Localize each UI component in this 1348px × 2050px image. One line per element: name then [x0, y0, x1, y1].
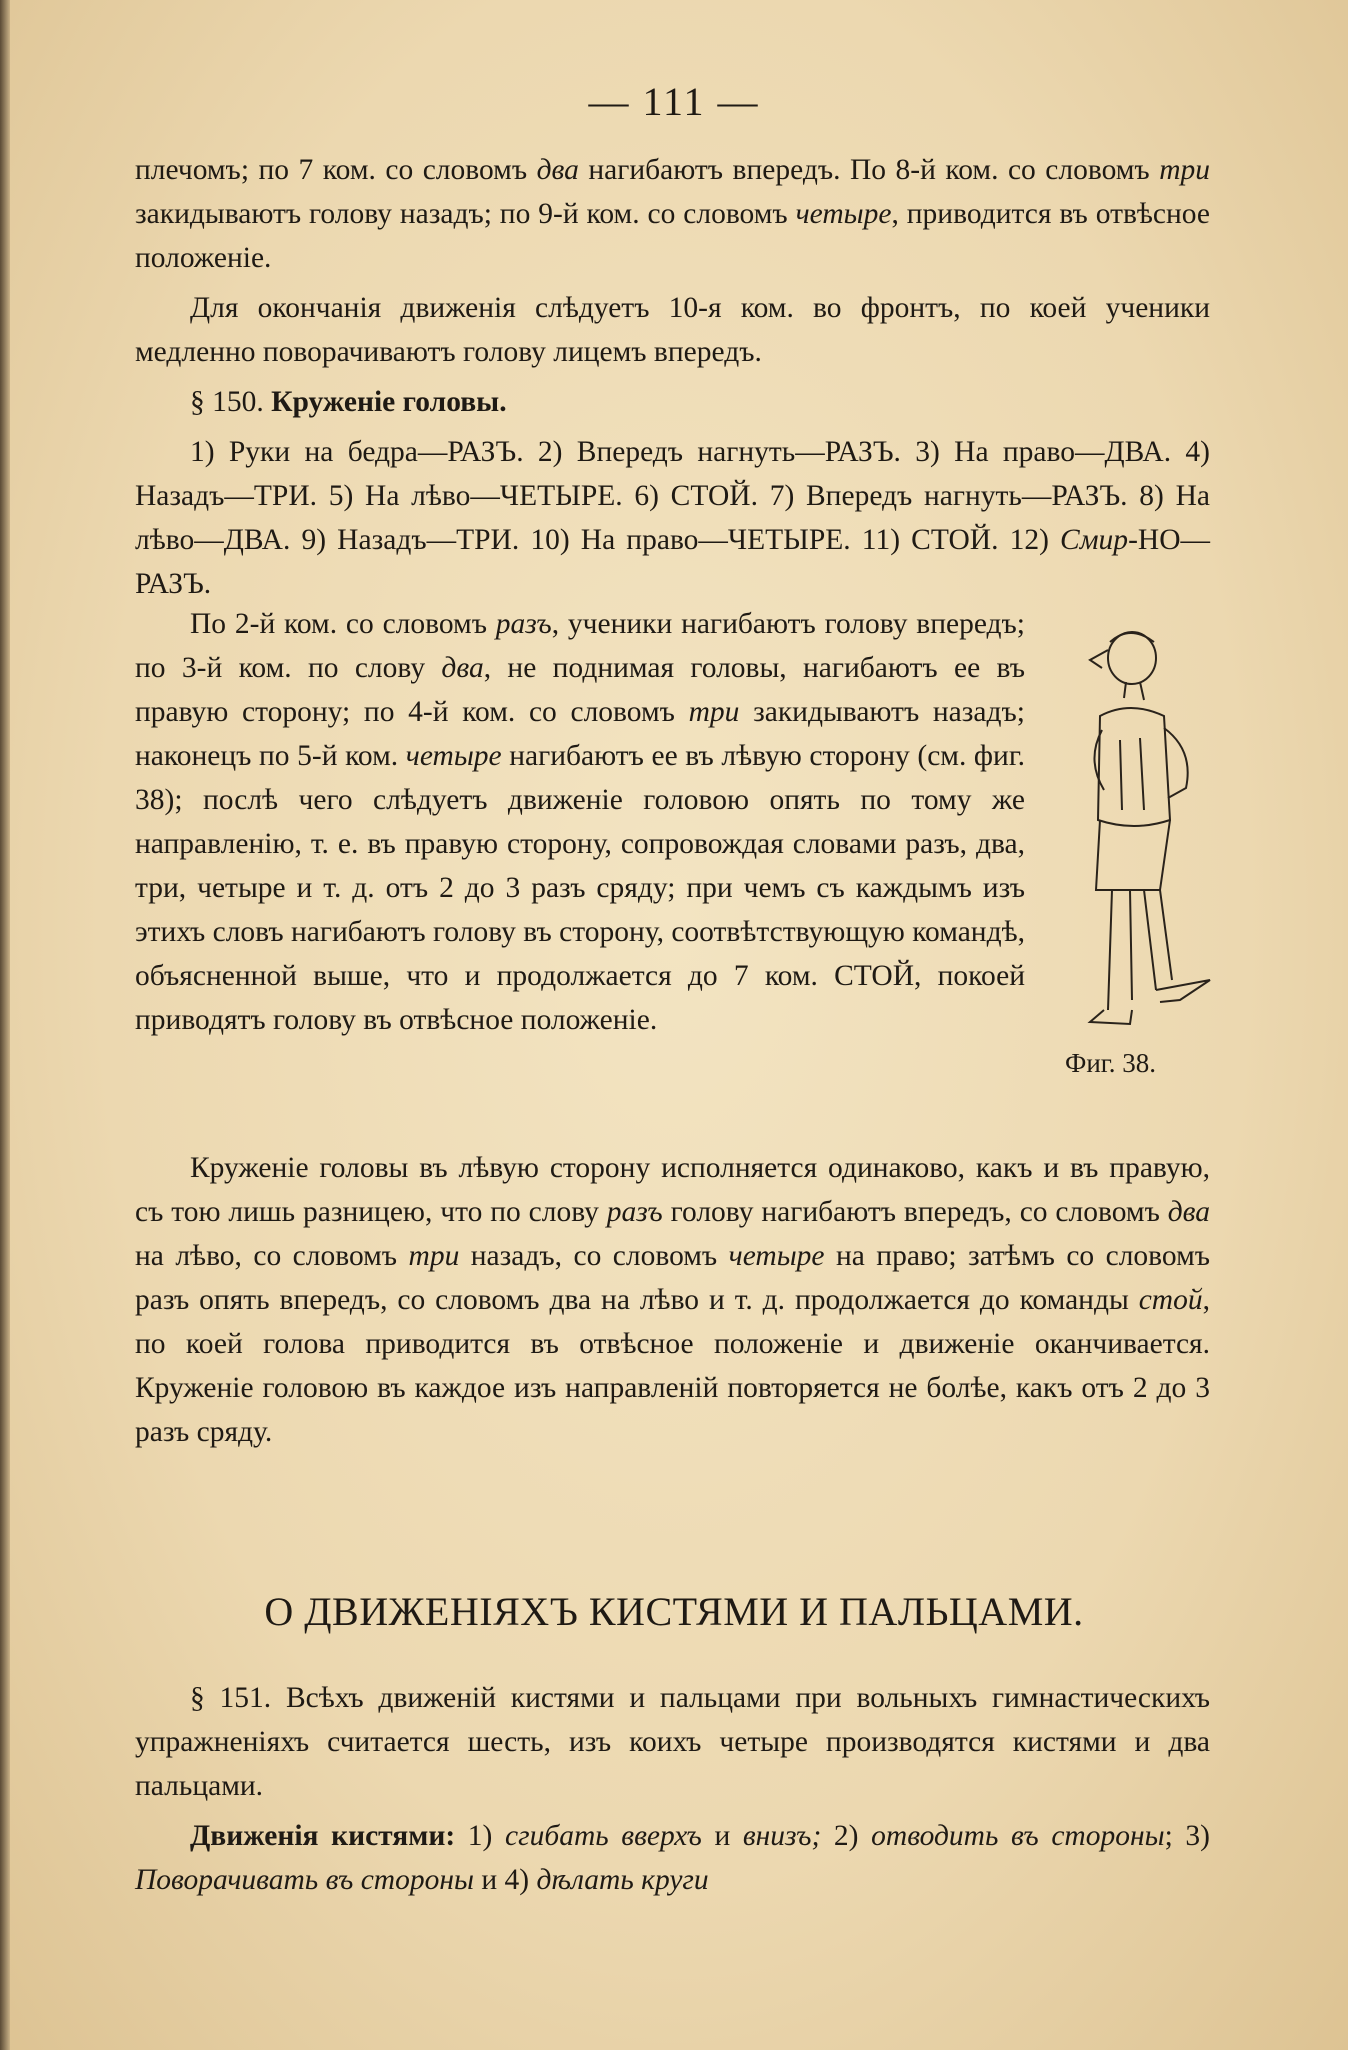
- paragraph-end-movement: Для окончанія движенія слѣдуетъ 10-я ком. во фронтъ, по коей ученики медленно поворачиваютъ голову лицемъ впередъ.: [135, 292, 1210, 368]
- paragraph-section-151: § 151. Всѣхъ движеній кистями и пальцами при вольныхъ гимнастическихъ упражненіяхъ считается шесть, изъ коихъ четыре производятся кистями и два пальцами.: [135, 1682, 1210, 1802]
- text-block-wrapped: [135, 602, 1025, 1048]
- text-block-middle: [135, 1146, 1210, 1460]
- paragraph-continuation: плечомъ; по 7 ком. со словомъ два нагибаютъ впередъ. По 8-й ком. со словомъ три закидываютъ голову назадъ; по 9-й ком. со словомъ четыре, приводится въ отвѣсное положеніе.: [135, 154, 1210, 274]
- text-block-bottom: [135, 1676, 1210, 1908]
- section-heading-150: § 150. Круженіе головы.: [190, 386, 507, 418]
- paragraph-left-circle: Круженіе головы въ лѣвую сторону исполняется одинаково, какъ и въ правую, съ тою лишь разницею, что по слову разъ голову нагибаютъ впередъ, со словомъ два на лѣво, со словомъ три назадъ, со словомъ четыре на право; затѣмъ со словомъ разъ опять впередъ, со словомъ два на лѣво и т. д. продолжается до команды стой, по коей голова приводится въ отвѣсное положеніе и движеніе оканчивается. Круженіе головою въ каждое изъ направленій повторяется не болѣе, какъ отъ 2 до 3 разъ сряду.: [135, 1152, 1211, 1448]
- chapter-heading: О ДВИЖЕНІЯХЪ КИСТЯМИ И ПАЛЬЦАМИ.: [264, 1589, 1084, 1634]
- paragraph-commands: 1) Руки на бедра—РАЗЪ. 2) Впередъ нагнуть—РАЗЪ. 3) На право—ДВА. 4) Назадъ—ТРИ. 5) На лѣво—ЧЕТЫРЕ. 6) СТОЙ. 7) Впередъ нагнуть—РАЗЪ. 8) На лѣво—ДВА. 9) Назадъ—ТРИ. 10) На право—ЧЕТЫРЕ. 11) СТОЙ. 12) Смир-НО—РАЗЪ.: [135, 436, 1210, 600]
- paragraph-wrist-movements: Движенія кистями: 1) сгибать вверхъ и внизъ; 2) отводить въ стороны; 3) Поворачивать въ стороны и 4) дѣлать круги: [135, 1820, 1210, 1896]
- page-number: — 111 —: [588, 79, 760, 124]
- figure-caption: Фиг. 38.: [1065, 1048, 1157, 1078]
- text-block-top: [135, 148, 1210, 612]
- paragraph-description: По 2-й ком. со словомъ разъ, ученики нагибаютъ голову впередъ; по 3-й ком. по слову два, не поднимая головы, нагибаютъ ее въ правую сторону; по 4-й ком. со словомъ три закидываютъ назадъ; наконецъ по 5-й ком. четыре нагибаютъ ее въ лѣвую сторону (см. фиг. 38); послѣ чего слѣдуетъ движеніе головою опять по тому же направленію, т. е. въ правую сторону, сопровождая словами разъ, два, три, четыре и т. д. отъ 2 до 3 разъ сряду; при чемъ съ каждымъ изъ этихъ словъ нагибаютъ голову въ сторону, соотвѣтствующую командѣ, объясненной выше, что и продолжается до 7 ком. СТОЙ, покоей приводятъ голову въ отвѣсное положеніе.: [135, 608, 1025, 1036]
- page-edge: [0, 0, 10, 2050]
- figure-38-illustration: [1060, 620, 1220, 1050]
